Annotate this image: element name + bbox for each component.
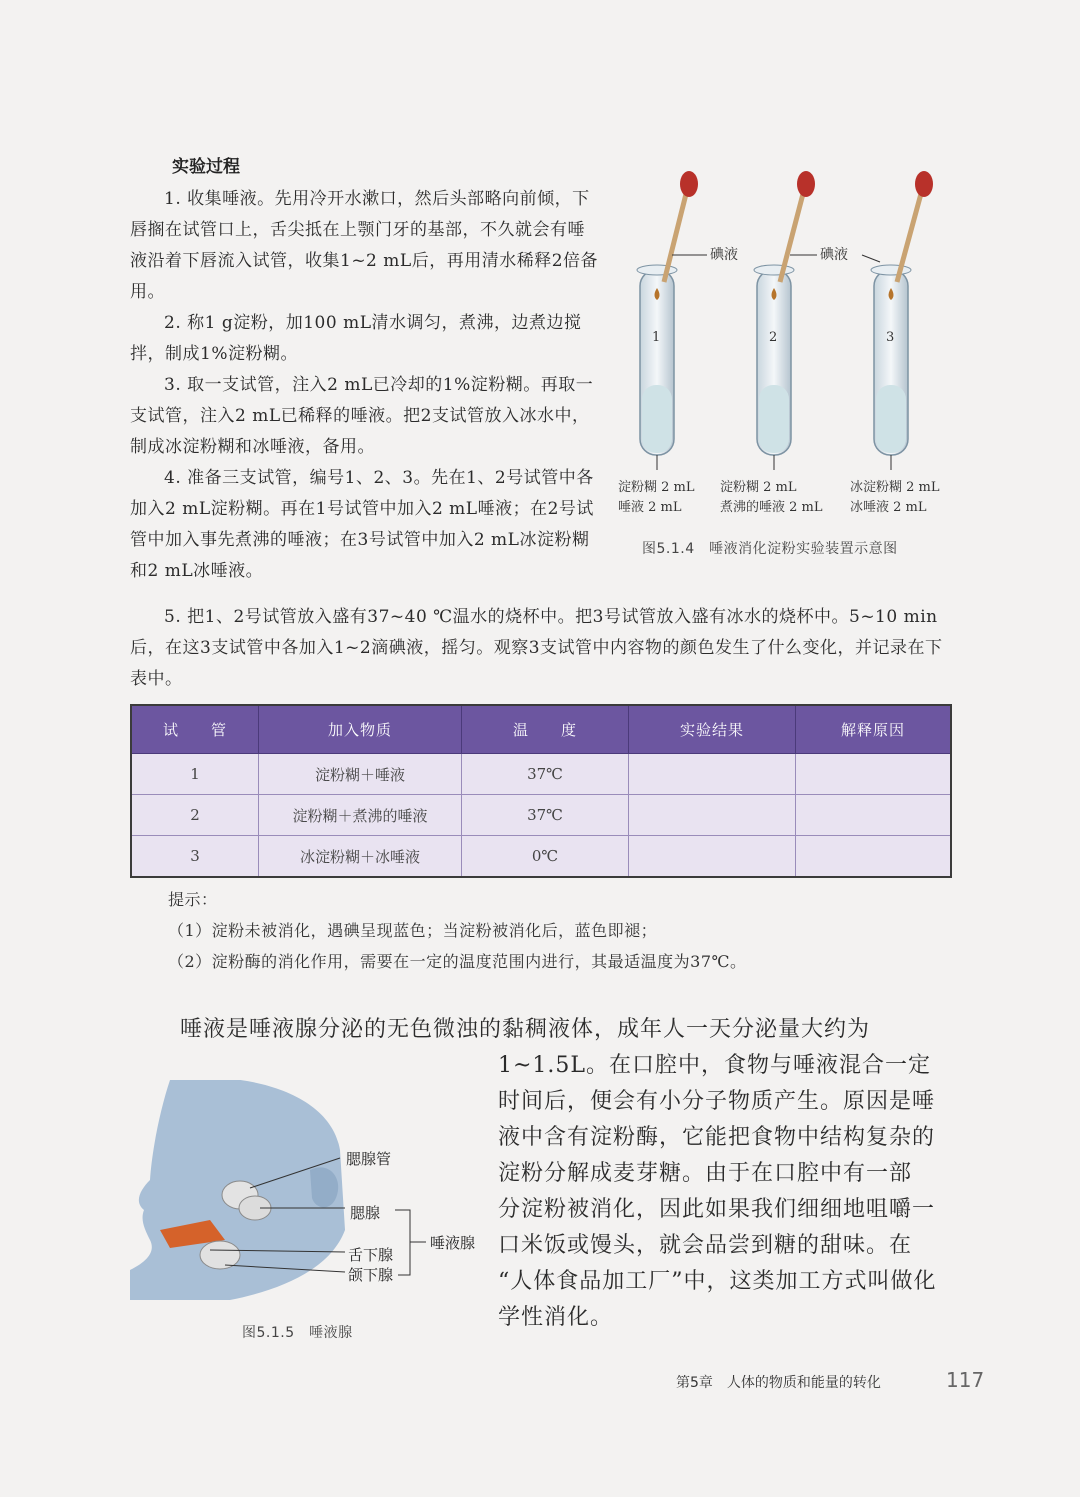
steps-1-4 — [130, 184, 600, 587]
tube-number-2: 2 — [769, 330, 778, 345]
cell-tube: 1 — [131, 754, 259, 795]
label-parotid-duct: 腮腺管 — [346, 1150, 392, 1168]
header-substance: 加入物质 — [259, 705, 462, 754]
iodine-label-2: 碘液 — [820, 247, 848, 263]
body-line: 1~1.5L。在口腔中，食物与唾液混合一定 — [498, 1053, 932, 1078]
figure-5-1-4-caption: 图5.1.4 唾液消化淀粉实验装置示意图 — [642, 541, 898, 557]
tube-2 — [754, 171, 815, 455]
cell-substance: 淀粉糊＋唾液 — [259, 754, 462, 795]
cell-reason — [796, 795, 952, 836]
header-tube: 试 管 — [131, 705, 259, 754]
cell-tube: 2 — [131, 795, 259, 836]
test-tubes-illustration — [612, 170, 972, 470]
step-2: 2. 称1 g淀粉，加100 mL清水调匀，煮沸，边煮边搅拌，制成1%淀粉糊。 — [130, 313, 582, 364]
tips-title: 提示： — [168, 890, 218, 909]
cell-substance: 冰淀粉糊＋冰唾液 — [259, 836, 462, 878]
step-4: 4. 准备三支试管，编号1、2、3。先在1、2号试管中各加入2 mL淀粉糊。再在1号试管中加入2 mL唾液；在2号试管中加入事先煮沸的唾液；在3号试管中加入2 mL冰淀粉糊和2 mL冰唾液。 — [130, 468, 594, 581]
page-number: 117 — [946, 1368, 985, 1392]
body-line: 口米饭或馒头，就会品尝到糖的甜味。在 — [498, 1233, 913, 1258]
tube-2-contents: 淀粉糊 2 mL 煮沸的唾液 2 mL — [720, 480, 823, 515]
tube-3 — [871, 171, 933, 455]
cell-temperature: 37℃ — [462, 754, 629, 795]
body-line: 分淀粉被消化，因此如果我们细细地咀嚼一 — [498, 1197, 936, 1222]
tube-1-contents: 淀粉糊 2 mL 唾液 2 mL — [618, 480, 695, 515]
body-column — [498, 1048, 958, 1336]
tube-3-contents: 冰淀粉糊 2 mL 冰唾液 2 mL — [850, 480, 940, 515]
label-salivary-glands: 唾液腺 — [430, 1234, 476, 1252]
header-reason: 解释原因 — [796, 705, 952, 754]
head-illustration — [130, 1080, 490, 1300]
tip-1: （1）淀粉未被消化，遇碘呈现蓝色；当淀粉被消化后，蓝色即褪； — [168, 921, 658, 940]
cell-tube: 3 — [131, 836, 259, 878]
iodine-label-1: 碘液 — [710, 247, 738, 263]
tube-number-3: 3 — [886, 330, 895, 345]
body-first-line: 唾液是唾液腺分泌的无色微浊的黏稠液体，成年人一天分泌量大约为 — [180, 1017, 871, 1042]
tip-2: （2）淀粉酶的消化作用，需要在一定的温度范围内进行，其最适温度为37℃。 — [168, 952, 747, 971]
label-sublingual: 舌下腺 — [348, 1246, 394, 1264]
cell-temperature: 0℃ — [462, 836, 629, 878]
tips-block — [168, 884, 746, 977]
test-tube-figure — [612, 170, 972, 530]
cell-reason — [796, 754, 952, 795]
step-5-block — [130, 602, 950, 695]
table-row — [131, 795, 951, 836]
cell-result — [629, 754, 796, 795]
figure-5-1-5-caption: 图5.1.5 唾液腺 — [242, 1325, 353, 1341]
table-row — [131, 754, 951, 795]
tube-1 — [637, 171, 698, 455]
step-1: 1. 收集唾液。先用冷开水漱口，然后头部略向前倾，下唇搁在试管口上，舌尖抵在上颚门牙的基部，不久就会有唾液沿着下唇流入试管，收集1~2 mL后，再用清水稀释2倍备用。 — [130, 189, 599, 302]
step-5: 5. 把1、2号试管放入盛有37~40 ℃温水的烧杯中。把3号试管放入盛有冰水的烧杯中。5~10 min后，在这3支试管中各加入1~2滴碘液，摇匀。观察3支试管中内容物的颜色发生了什么变化，并记录在下表中。 — [130, 607, 943, 689]
step-3: 3. 取一支试管，注入2 mL已冷却的1%淀粉糊。再取一支试管，注入2 mL已稀释的唾液。把2支试管放入冰水中，制成冰淀粉糊和冰唾液，备用。 — [130, 375, 594, 457]
header-temperature: 温 度 — [462, 705, 629, 754]
submandibular-gland — [200, 1241, 240, 1269]
cell-substance: 淀粉糊＋煮沸的唾液 — [259, 795, 462, 836]
cell-result — [629, 836, 796, 878]
cell-reason — [796, 836, 952, 878]
body-line: 液中含有淀粉酶，它能把食物中结构复杂的 — [498, 1125, 936, 1150]
salivary-gland-figure — [130, 1080, 490, 1330]
body-line: 学性消化。 — [498, 1305, 614, 1330]
label-submandibular: 颌下腺 — [348, 1266, 394, 1284]
tube-number-1: 1 — [652, 330, 661, 345]
section-title: 实验过程 — [172, 157, 240, 177]
table-row — [131, 836, 951, 878]
label-parotid: 腮腺 — [350, 1204, 381, 1222]
body-line: 淀粉分解成麦芽糖。由于在口腔中有一部 — [498, 1161, 913, 1186]
chapter-footer: 第5章 人体的物质和能量的转化 — [676, 1375, 881, 1391]
body-line: 时间后，便会有小分子物质产生。原因是唾 — [498, 1089, 936, 1114]
table-header-row — [131, 705, 951, 754]
cell-temperature: 37℃ — [462, 795, 629, 836]
experiment-table — [130, 704, 952, 878]
body-line: “人体食品加工厂”中，这类加工方式叫做化 — [498, 1269, 937, 1294]
header-result: 实验结果 — [629, 705, 796, 754]
cell-result — [629, 795, 796, 836]
